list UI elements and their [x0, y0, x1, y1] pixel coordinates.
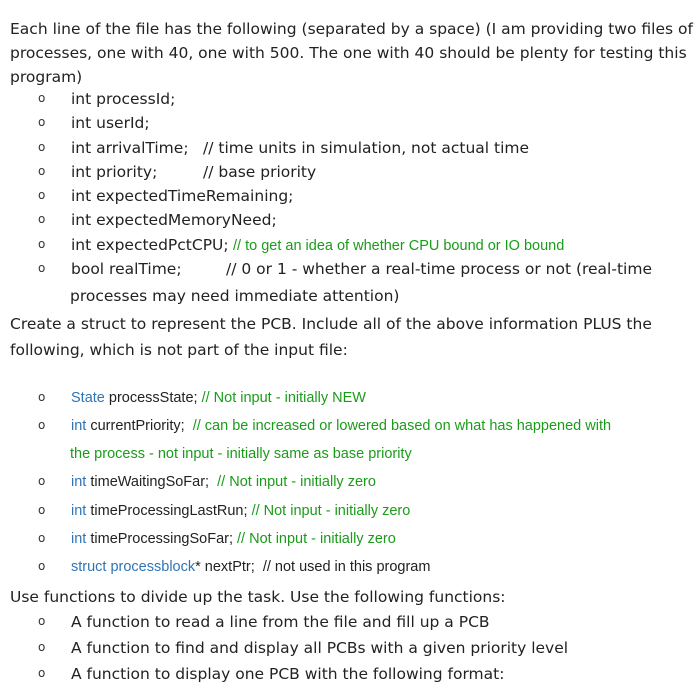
bullet-icon: o	[38, 212, 46, 226]
bullet-icon: o	[38, 531, 46, 545]
struct-para-line-2: following, which is not part of the input file:	[10, 341, 348, 359]
bullet-icon: o	[38, 261, 46, 275]
field-comment: // base priority	[203, 163, 317, 181]
bullet-icon: o	[38, 140, 46, 154]
bullet-icon: o	[38, 640, 46, 654]
intro-line-3: program)	[10, 68, 83, 86]
bullet-icon: o	[38, 503, 46, 517]
function-item: A function to find and display all PCBs with a given priority level	[71, 639, 569, 657]
bullet-icon: o	[38, 164, 46, 178]
intro-line-2: processes, one with 40, one with 500. The one with 40 should be plenty for testing this	[10, 44, 687, 62]
intro-line-1: Each line of the file has the following (separated by a space) (I am providing two files of	[10, 20, 693, 38]
bullet-icon: o	[38, 91, 46, 105]
function-item: A function to read a line from the file and fill up a PCB	[71, 613, 490, 631]
struct-field: struct processblock* nextPtr; // not used in this program	[71, 559, 431, 575]
bullet-icon: o	[38, 115, 46, 129]
functions-para: Use functions to divide up the task. Use the following functions:	[10, 588, 506, 606]
struct-field: int timeProcessingLastRun; // Not input - initially zero	[71, 503, 411, 519]
field-decl: bool realTime;	[71, 260, 182, 278]
function-item: A function to display one PCB with the following format:	[71, 665, 505, 683]
field-comment: // 0 or 1 - whether a real-time process or not (real-time	[226, 260, 652, 278]
field-decl: int expectedMemoryNeed;	[71, 211, 277, 229]
struct-field: int timeWaitingSoFar; // Not input - initially zero	[71, 474, 376, 490]
bullet-icon: o	[38, 237, 46, 251]
field-comment: // time units in simulation, not actual time	[203, 139, 530, 157]
field-decl: int processId;	[71, 90, 176, 108]
struct-continuation: the process - not input - initially same as base priority	[70, 446, 412, 462]
bullet-icon: o	[38, 390, 46, 404]
field-decl: int userId;	[71, 114, 150, 132]
field-comment: // to get an idea of whether CPU bound or IO bound	[233, 238, 565, 254]
struct-field: int currentPriority; // can be increased or lowered based on what has happened with	[71, 418, 612, 434]
bullet-icon: o	[38, 666, 46, 680]
bullet-icon: o	[38, 559, 46, 573]
struct-field: int timeProcessingSoFar; // Not input - initially zero	[71, 531, 396, 547]
field-decl: int arrivalTime;	[71, 139, 189, 157]
struct-para-line-1: Create a struct to represent the PCB. Include all of the above information PLUS the	[10, 315, 652, 333]
field-decl: int expectedPctCPU;	[71, 236, 229, 254]
bullet-icon: o	[38, 474, 46, 488]
bullet-icon: o	[38, 418, 46, 432]
struct-field: State processState; // Not input - initially NEW	[71, 390, 366, 406]
bullet-icon: o	[38, 188, 46, 202]
field-decl: int priority;	[71, 163, 158, 181]
field-continuation: processes may need immediate attention)	[70, 287, 400, 305]
field-decl: int expectedTimeRemaining;	[71, 187, 294, 205]
bullet-icon: o	[38, 614, 46, 628]
